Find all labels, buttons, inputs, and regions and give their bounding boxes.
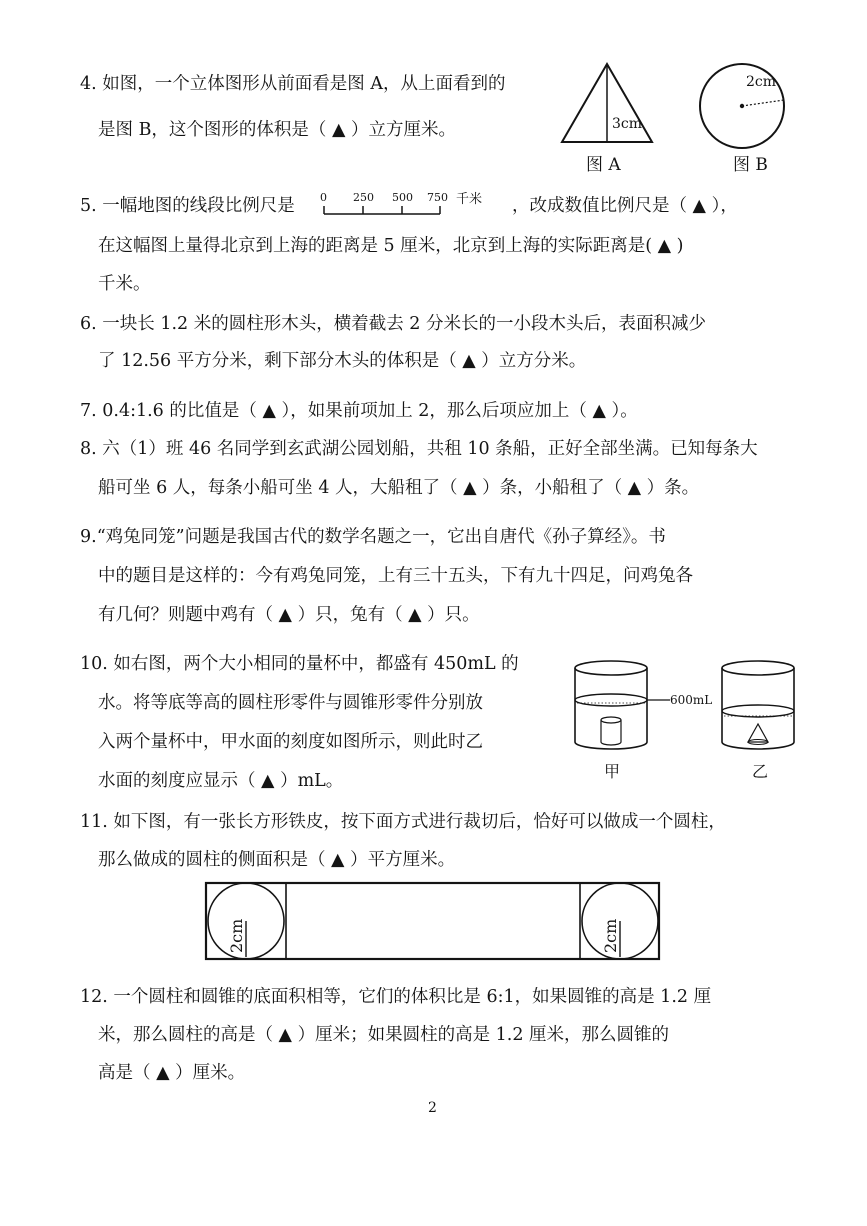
q5-line1a: 5. 一幅地图的线段比例尺是: [80, 196, 295, 216]
triangle-height-label: 3cm: [612, 116, 643, 132]
q5-line3: 千米。: [98, 274, 151, 294]
q4-line1: 4. 如图，一个立体图形从前面看是图 A，从上面看到的: [80, 74, 506, 94]
scale-bar: [318, 188, 490, 218]
sheet-left-radius-label: 2cm: [227, 918, 246, 953]
cup-left-caption: 甲: [604, 762, 621, 781]
q6-line2: 了 12.56 平方分米，剩下部分木头的体积是（ ▲ ）立方分米。: [98, 351, 587, 371]
cup-right-caption: 乙: [752, 762, 769, 781]
scale-tick-500: 500: [392, 191, 413, 204]
q8-line2: 船可坐 6 人，每条小船可坐 4 人，大船租了（ ▲ ）条，小船租了（ ▲ ）条。: [98, 478, 700, 498]
scale-tick-0: 0: [320, 191, 327, 204]
q4-line2: 是图 B，这个图形的体积是（ ▲ ）立方厘米。: [98, 120, 457, 140]
q11-line2: 那么做成的圆柱的侧面积是（ ▲ ）平方厘米。: [98, 850, 456, 870]
q12-line2: 米，那么圆柱的高是（ ▲ ）厘米；如果圆柱的高是 1.2 厘米，那么圆锥的: [98, 1025, 670, 1045]
q9-line3: 有几何？则题中鸡有（ ▲ ）只，兔有（ ▲ ）只。: [98, 605, 480, 625]
sheet-right-radius-label: 2cm: [601, 918, 620, 953]
page-number: 2: [428, 1100, 437, 1116]
q11-line1: 11. 如下图，有一张长方形铁皮，按下面方式进行裁切后，恰好可以做成一个圆柱，: [80, 812, 726, 832]
q9-line1: 9.“鸡兔同笼”问题是我国古代的数学名题之一，它出自唐代《孙子算经》。书: [80, 527, 666, 547]
q9-line2: 中的题目是这样的：今有鸡兔同笼，上有三十五头，下有九十四足，问鸡兔各: [98, 566, 693, 586]
q10-line1: 10. 如右图，两个大小相同的量杯中，都盛有 450mL 的: [80, 654, 519, 674]
scale-unit: 千米: [456, 192, 483, 207]
scale-tick-750: 750: [427, 191, 448, 204]
q8-line1: 8. 六（1）班 46 名同学到玄武湖公园划船，共租 10 条船，正好全部坐满。已知每条大: [80, 439, 758, 459]
q10-line2: 水。将等底等高的圆柱形零件与圆锥形零件分别放: [98, 693, 483, 713]
q5-line1b: ，改成数值比例尺是（ ▲ ），: [512, 196, 738, 216]
measuring-cups-figure: [566, 656, 806, 756]
figure-a-caption: 图 A: [586, 155, 621, 175]
iron-sheet-figure: [204, 881, 662, 963]
circle-radius-label: 2cm: [746, 74, 777, 90]
q7-line1: 7. 0.4:1.6 的比值是（ ▲ ），如果前项加上 2，那么后项应加上（ ▲ ）。: [80, 401, 638, 421]
q12-line3: 高是（ ▲ ）厘米。: [98, 1063, 246, 1083]
figure-a-triangle: [558, 60, 658, 150]
figure-b-circle: [696, 60, 788, 152]
q6-line1: 6. 一块长 1.2 米的圆柱形木头，横着截去 2 分米长的一小段木头后，表面积减少: [80, 314, 706, 334]
scale-tick-250: 250: [353, 191, 374, 204]
q10-line3: 入两个量杯中，甲水面的刻度如图所示，则此时乙: [98, 732, 483, 752]
figure-b-caption: 图 B: [733, 155, 768, 175]
q12-line1: 12. 一个圆柱和圆锥的底面积相等，它们的体积比是 6:1，如果圆锥的高是 1.2 厘: [80, 987, 712, 1007]
q10-line4: 水面的刻度应显示（ ▲ ）mL。: [98, 771, 344, 791]
q5-line2: 在这幅图上量得北京到上海的距离是 5 厘米，北京到上海的实际距离是( ▲ ): [98, 236, 684, 256]
cup-mark-label: 600mL: [670, 693, 713, 707]
